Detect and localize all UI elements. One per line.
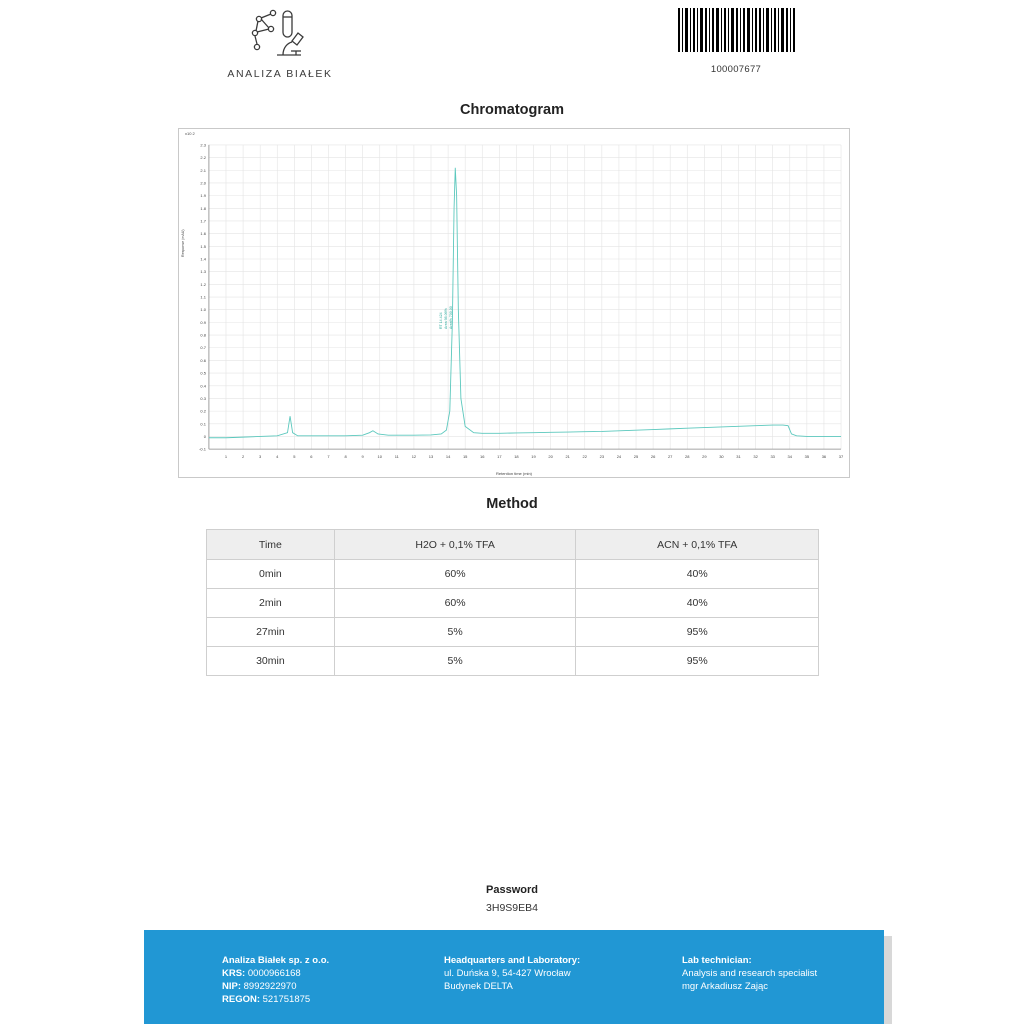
- regon-value: 521751875: [262, 994, 311, 1006]
- svg-text:35: 35: [804, 454, 810, 460]
- cell-time: 2min: [207, 589, 335, 618]
- svg-text:0.2: 0.2: [200, 408, 206, 414]
- svg-text:36: 36: [821, 454, 827, 460]
- lab-flask-microscope-icon: [210, 6, 350, 64]
- svg-text:1.4: 1.4: [200, 256, 206, 262]
- svg-text:23: 23: [599, 454, 605, 460]
- cell-time: 0min: [207, 560, 335, 589]
- svg-text:8: 8: [344, 454, 347, 460]
- svg-text:2.3: 2.3: [200, 142, 206, 148]
- svg-text:21: 21: [565, 454, 570, 460]
- peak-annotation-area: Area 98.06%: [444, 308, 448, 329]
- svg-text:14: 14: [445, 454, 451, 460]
- footer-shadow: [884, 936, 892, 1024]
- svg-text:6: 6: [310, 454, 313, 460]
- svg-text:33: 33: [770, 454, 775, 460]
- svg-text:0.9: 0.9: [200, 319, 206, 325]
- svg-text:37: 37: [838, 454, 844, 460]
- krs-label: KRS:: [222, 968, 246, 980]
- svg-text:0.4: 0.4: [200, 383, 206, 389]
- svg-text:32: 32: [753, 454, 758, 460]
- cell-time: 27min: [207, 618, 335, 647]
- svg-text:2.2: 2.2: [200, 155, 206, 161]
- svg-text:17: 17: [497, 454, 502, 460]
- table-row: [207, 618, 819, 647]
- svg-text:29: 29: [702, 454, 707, 460]
- chromatogram-title: Chromatogram: [460, 102, 564, 118]
- svg-text:25: 25: [633, 454, 639, 460]
- svg-text:0: 0: [203, 433, 206, 439]
- svg-text:1.3: 1.3: [200, 269, 206, 275]
- chromatogram-chart: [178, 128, 850, 478]
- password-block: [0, 884, 1024, 914]
- svg-text:1.8: 1.8: [200, 205, 206, 211]
- address-line1: ul. Duńska 9, 54-427 Wrocław: [444, 968, 571, 980]
- svg-text:31: 31: [736, 454, 741, 460]
- page-footer: [144, 930, 884, 1024]
- company-logo: [210, 6, 350, 80]
- svg-text:27: 27: [667, 454, 673, 460]
- peak-annotation-area-pct: Area% 700.00: [449, 306, 453, 329]
- svg-text:1.9: 1.9: [200, 193, 206, 199]
- password-value: 3H9S9EB4: [486, 902, 538, 914]
- svg-text:26: 26: [650, 454, 656, 460]
- svg-text:22: 22: [582, 454, 587, 460]
- column-header-time: Time: [207, 530, 335, 560]
- svg-text:0.8: 0.8: [200, 332, 206, 338]
- svg-text:4: 4: [276, 454, 279, 460]
- svg-text:34: 34: [787, 454, 792, 460]
- nip-value: 8992922970: [243, 981, 297, 993]
- cell-acn: 95%: [576, 618, 819, 647]
- footer-company: [222, 954, 444, 1006]
- cell-acn: 95%: [576, 647, 819, 676]
- method-table: [206, 529, 819, 676]
- svg-text:1.7: 1.7: [200, 218, 206, 224]
- y-axis-label: [181, 247, 185, 257]
- svg-text:13: 13: [428, 454, 434, 460]
- footer-technician: [682, 954, 882, 1006]
- svg-text:20: 20: [548, 454, 553, 460]
- svg-text:2.1: 2.1: [200, 167, 206, 173]
- barcode-number: 100007677: [710, 64, 762, 75]
- regon-label: REGON:: [222, 994, 260, 1006]
- footer-address: [444, 954, 682, 1006]
- svg-text:16: 16: [480, 454, 485, 460]
- cell-water: 5%: [334, 618, 576, 647]
- svg-text:0.7: 0.7: [200, 345, 206, 351]
- cell-water: 5%: [334, 647, 576, 676]
- svg-text:11: 11: [394, 454, 399, 460]
- table-header-row: [207, 530, 819, 560]
- svg-text:12: 12: [411, 454, 417, 460]
- address-line2: Budynek DELTA: [444, 981, 513, 993]
- svg-text:-0.1: -0.1: [199, 446, 206, 452]
- svg-text:2.0: 2.0: [200, 180, 206, 186]
- technician-line2: mgr Arkadiusz Zając: [682, 981, 769, 993]
- barcode-block: [676, 8, 796, 75]
- peak-annotation-rt: RT 14.424: [439, 312, 443, 329]
- svg-text:2: 2: [241, 454, 245, 460]
- table-row: [207, 560, 819, 589]
- cell-time: 30min: [207, 647, 335, 676]
- logo-text: ANALIZA BIAŁEK: [227, 68, 333, 80]
- svg-text:28: 28: [685, 454, 690, 460]
- technician-line1: Analysis and research specialist: [682, 968, 818, 980]
- method-title: Method: [486, 496, 538, 512]
- svg-text:1.1: 1.1: [200, 294, 206, 300]
- table-row: [207, 589, 819, 618]
- svg-text:0.6: 0.6: [200, 357, 206, 363]
- svg-text:1: 1: [224, 454, 228, 460]
- svg-text:5: 5: [293, 454, 296, 460]
- svg-text:0.1: 0.1: [200, 421, 206, 427]
- svg-text:9: 9: [361, 454, 364, 460]
- barcode-image: [676, 8, 796, 54]
- cell-water: 60%: [334, 589, 576, 618]
- svg-text:19: 19: [531, 454, 536, 460]
- svg-text:30: 30: [719, 454, 724, 460]
- technician-title: Lab technician:: [682, 955, 752, 966]
- column-header-water: H2O + 0,1% TFA: [334, 530, 576, 560]
- cell-water: 60%: [334, 560, 576, 589]
- cell-acn: 40%: [576, 560, 819, 589]
- krs-value: 0000966168: [247, 968, 301, 980]
- company-name: Analiza Białek sp. z o.o.: [222, 955, 330, 966]
- nip-label: NIP:: [222, 981, 241, 993]
- table-row: [207, 647, 819, 676]
- password-label: Password: [486, 884, 538, 896]
- page-header: [0, 0, 1024, 95]
- svg-text:18: 18: [514, 454, 519, 460]
- address-title: Headquarters and Laboratory:: [444, 955, 581, 966]
- svg-text:15: 15: [462, 454, 468, 460]
- chromatogram-plot: [179, 129, 849, 477]
- svg-text:1.2: 1.2: [200, 281, 206, 287]
- svg-text:0.3: 0.3: [200, 395, 206, 401]
- column-header-acn: ACN + 0,1% TFA: [576, 530, 819, 560]
- x-axis-label: Retention time (min): [495, 471, 532, 476]
- svg-text:10: 10: [377, 454, 382, 460]
- svg-text:1.5: 1.5: [200, 243, 206, 249]
- y-axis-units: x10 2: [185, 131, 195, 136]
- svg-text:1.6: 1.6: [200, 231, 206, 237]
- svg-text:0.5: 0.5: [200, 370, 206, 376]
- svg-text:1.0: 1.0: [200, 307, 206, 313]
- svg-text:3: 3: [259, 454, 262, 460]
- svg-text:24: 24: [616, 454, 622, 460]
- cell-acn: 40%: [576, 589, 819, 618]
- svg-text:7: 7: [327, 454, 330, 460]
